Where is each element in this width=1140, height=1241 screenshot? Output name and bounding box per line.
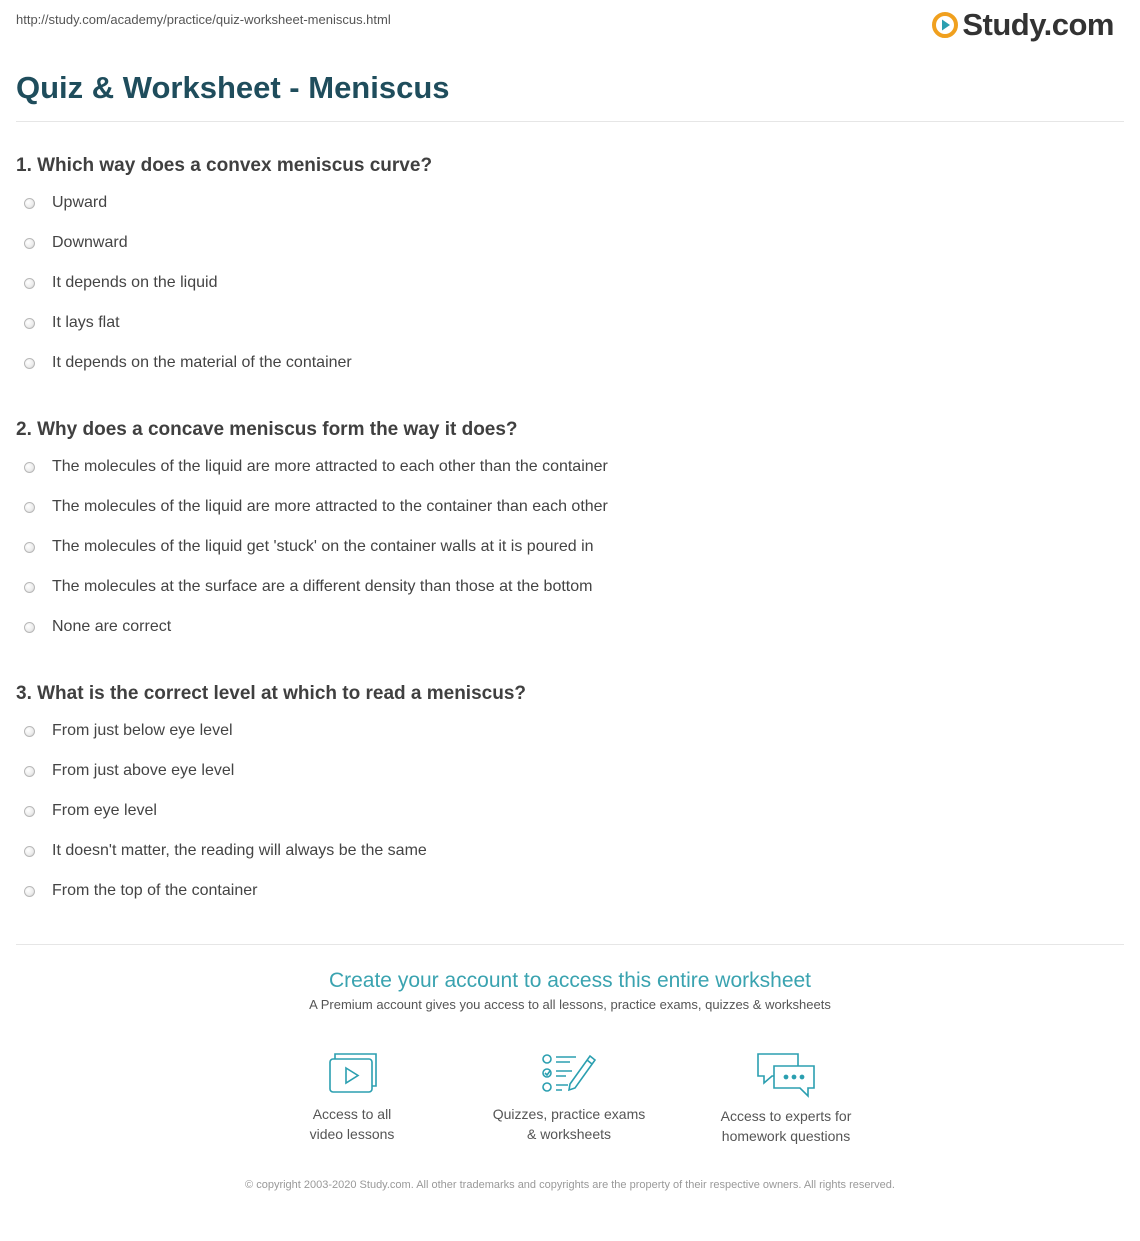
feature-line: & worksheets [526,1126,612,1142]
quiz-checklist-icon [540,1050,598,1096]
answer-option[interactable] [16,456,1116,496]
answer-label: The molecules of the liquid get 'stuck' on the container walls at it is poured in [52,538,594,555]
feature-experts [686,1050,886,1146]
answer-label: None are correct [52,618,172,635]
answer-label: It lays flat [52,314,120,331]
feature-line: Quizzes, practice exams [492,1106,646,1122]
answer-label: From the top of the container [52,882,258,899]
radio-button[interactable] [24,238,35,249]
question-text: 2. Why does a concave meniscus form the way it does? [16,419,518,440]
top-bar [0,0,1140,50]
answer-label: From just above eye level [52,762,235,779]
radio-button[interactable] [24,358,35,369]
answer-label: Downward [52,234,128,251]
cta-title-link[interactable]: Create your account to access this entire worksheet [328,969,812,992]
signup-cta [0,966,1140,1012]
answer-option[interactable] [16,272,1116,312]
radio-button[interactable] [24,766,35,777]
answer-options [16,720,1116,920]
radio-button[interactable] [24,886,35,897]
answer-label: It depends on the material of the container [52,354,352,371]
video-lessons-icon [324,1050,380,1096]
radio-button[interactable] [24,582,35,593]
answer-option[interactable] [16,576,1116,616]
question-text: 3. What is the correct level at which to read a meniscus? [16,683,526,704]
question-2 [16,416,1116,656]
answer-label: The molecules of the liquid are more attracted to each other than the container [52,458,608,475]
radio-button[interactable] [24,542,35,553]
answer-label: From eye level [52,802,157,819]
copyright-notice: © copyright 2003-2020 Study.com. All other trademarks and copyrights are the property of their respective owners. All rights reserved. [245,1179,895,1191]
feature-label [252,1104,452,1144]
study-logo-play-icon [932,12,958,38]
radio-button[interactable] [24,726,35,737]
radio-button[interactable] [24,462,35,473]
page-url[interactable]: http://study.com/academy/practice/quiz-worksheet-meniscus.html [16,12,391,27]
radio-button[interactable] [24,198,35,209]
feature-label [469,1104,669,1144]
title-divider [16,121,1124,122]
page-title: Quiz & Worksheet - Meniscus [16,70,450,105]
feature-line: video lessons [309,1126,395,1142]
logo-brand: Study [962,7,1044,42]
feature-line: Access to experts for [720,1108,852,1124]
radio-button[interactable] [24,806,35,817]
feature-quizzes [469,1050,669,1144]
answer-option[interactable] [16,496,1116,536]
answer-option[interactable] [16,720,1116,760]
radio-button[interactable] [24,278,35,289]
answer-label: The molecules of the liquid are more attracted to the container than each other [52,498,608,515]
answer-option[interactable] [16,312,1116,352]
question-1 [16,152,1116,392]
answer-label: It doesn't matter, the reading will always be the same [52,842,427,859]
answer-label: The molecules at the surface are a different density than those at the bottom [52,578,593,595]
answer-option[interactable] [16,232,1116,272]
question-text: 1. Which way does a convex meniscus curve? [16,155,433,176]
study-logo[interactable] [932,6,1114,44]
answer-option[interactable] [16,760,1116,800]
answer-options [16,192,1116,392]
logo-tld: .com [1043,7,1114,42]
study-logo-text [962,7,1114,43]
answer-options [16,456,1116,656]
answer-option[interactable] [16,192,1116,232]
radio-button[interactable] [24,622,35,633]
feature-video-lessons [252,1050,452,1144]
feature-line: Access to all [312,1106,392,1122]
feature-label [686,1106,886,1146]
answer-label: It depends on the liquid [52,274,218,291]
radio-button[interactable] [24,846,35,857]
answer-label: From just below eye level [52,722,233,739]
feature-line: homework questions [721,1128,851,1144]
answer-option[interactable] [16,840,1116,880]
answer-option[interactable] [16,800,1116,840]
questions-divider [16,944,1124,945]
answer-option[interactable] [16,352,1116,392]
radio-button[interactable] [24,502,35,513]
chat-bubbles-icon [754,1050,818,1098]
radio-button[interactable] [24,318,35,329]
answer-option[interactable] [16,536,1116,576]
cta-subtitle: A Premium account gives you access to all lessons, practice exams, quizzes & worksheets [309,997,831,1012]
answer-option[interactable] [16,880,1116,920]
answer-label: Upward [52,194,108,211]
answer-option[interactable] [16,616,1116,656]
question-3 [16,680,1116,920]
